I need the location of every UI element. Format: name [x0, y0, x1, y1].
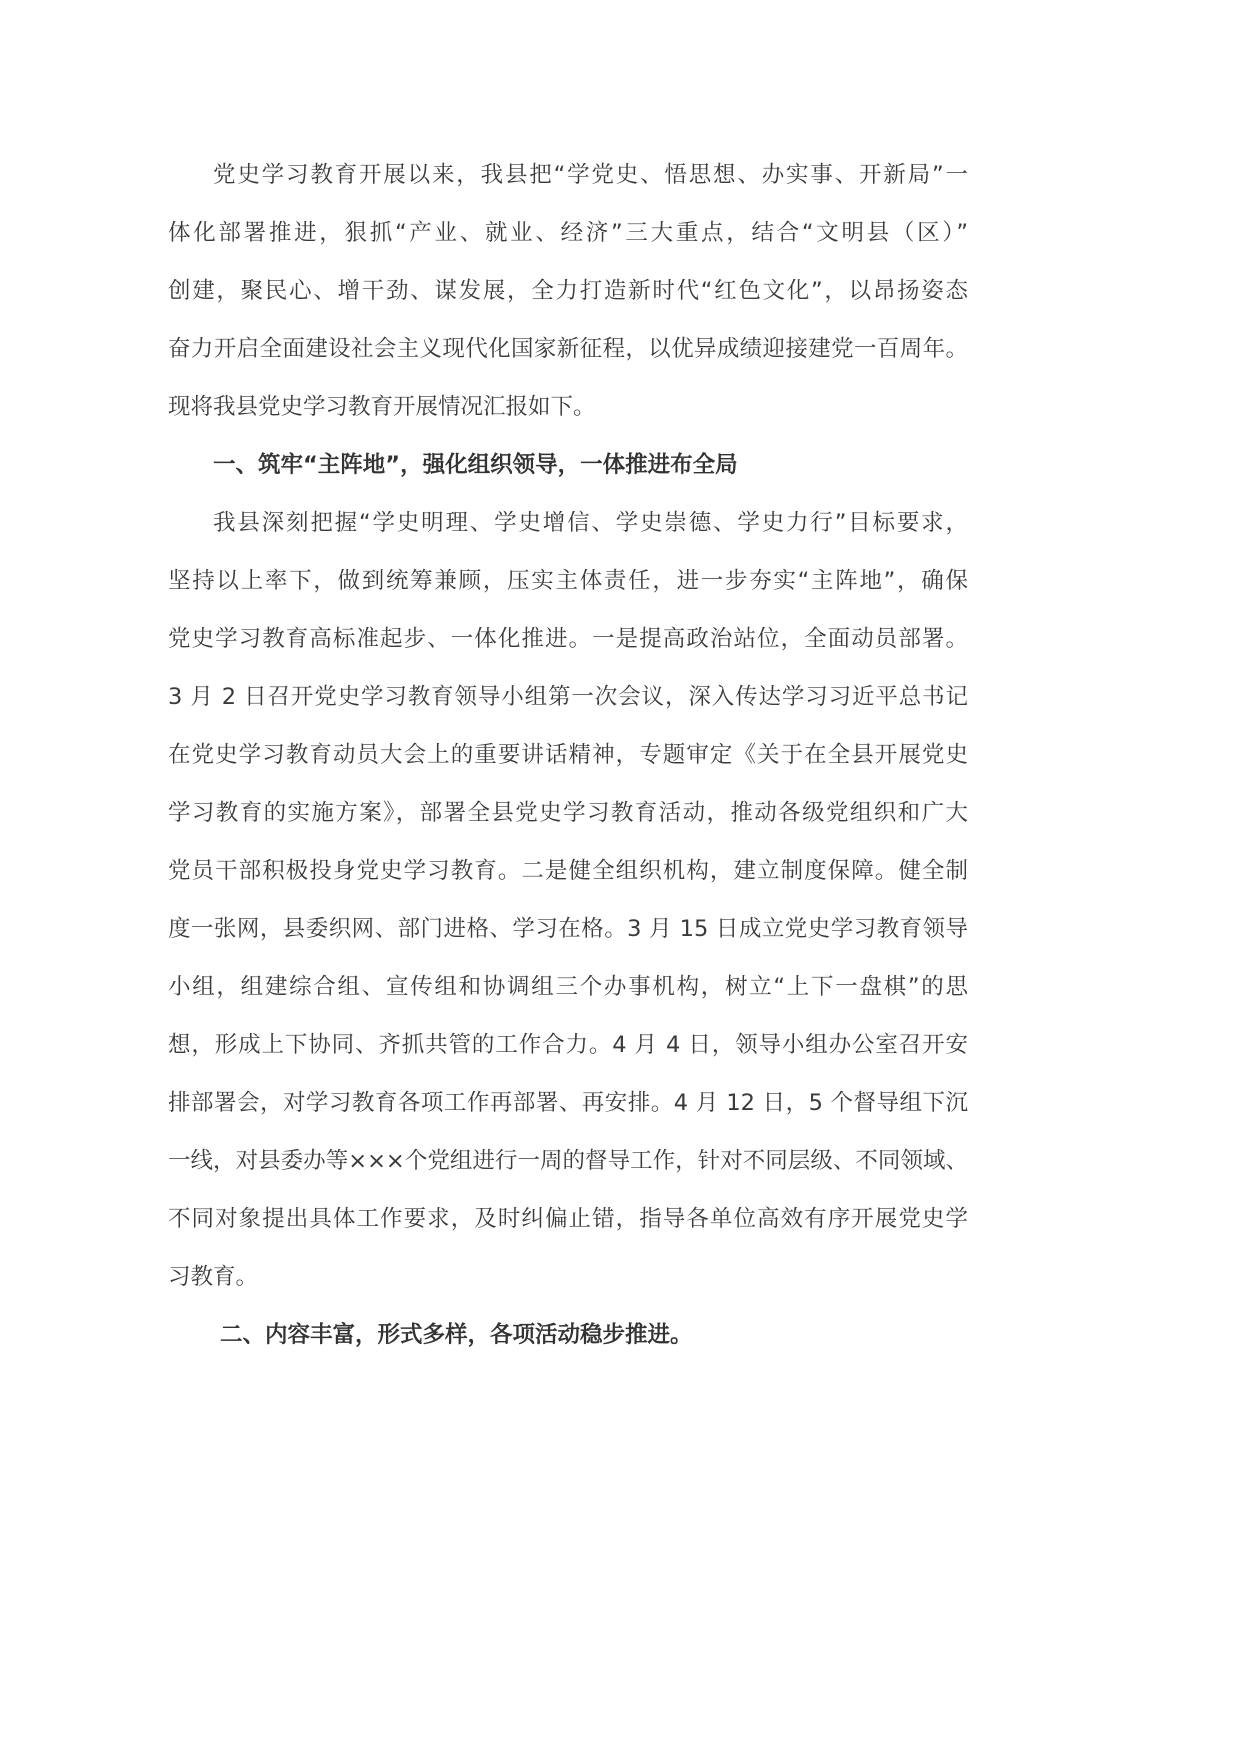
paragraph-line: 我县深刻把握“学史明理、学史增信、学史崇德、学史力行”目标要求，	[213, 510, 968, 536]
paragraph-line: 习教育。	[168, 1264, 259, 1290]
paragraph-line: 党史学习教育高标准起步、一体化推进。一是提高政治站位，全面动员部署。	[168, 626, 968, 652]
paragraph-line: 一线，对县委办等×××个党组进行一周的督导工作，针对不同层级、不同领域、	[168, 1148, 968, 1174]
paragraph-line: 学习教育的实施方案》，部署全县党史学习教育活动，推动各级党组织和广大	[168, 800, 968, 826]
paragraph-line: 小组，组建综合组、宣传组和协调组三个办事机构，树立“上下一盘棋”的思	[168, 974, 968, 1000]
section-heading: 一、筑牢“主阵地”，强化组织领导，一体推进布全局	[213, 452, 738, 478]
document-page	[168, 146, 968, 1364]
paragraph-line: 想，形成上下协同、齐抓共管的工作合力。4 月 4 日，领导小组办公室召开安	[168, 1032, 968, 1058]
paragraph-line: 坚持以上率下，做到统筹兼顾，压实主体责任，进一步夯实“主阵地”，确保	[168, 568, 968, 594]
paragraph-line: 排部署会，对学习教育各项工作再部署、再安排。4 月 12 日，5 个督导组下沉	[168, 1090, 968, 1116]
paragraph-line: 现将我县党史学习教育开展情况汇报如下。	[168, 394, 596, 420]
paragraph-line: 不同对象提出具体工作要求，及时纠偏止错，指导各单位高效有序开展党史学	[168, 1206, 968, 1232]
section-heading: 二、内容丰富，形式多样，各项活动稳步推进。	[220, 1322, 693, 1348]
paragraph-line: 党史学习教育开展以来，我县把“学党史、悟思想、办实事、开新局”一	[213, 162, 968, 188]
paragraph-line: 创建，聚民心、增干劲、谋发展，全力打造新时代“红色文化”，以昂扬姿态	[168, 278, 968, 304]
paragraph-line: 在党史学习教育动员大会上的重要讲话精神，专题审定《关于在全县开展党史	[168, 742, 968, 768]
paragraph-line: 奋力开启全面建设社会主义现代化国家新征程，以优异成绩迎接建党一百周年。	[168, 336, 968, 362]
paragraph-line: 党员干部积极投身党史学习教育。二是健全组织机构，建立制度保障。健全制	[168, 858, 968, 884]
paragraph-line: 3 月 2 日召开党史学习教育领导小组第一次会议，深入传达学习习近平总书记	[168, 684, 968, 710]
paragraph-line: 体化部署推进，狠抓“产业、就业、经济”三大重点，结合“文明县（区）”	[168, 220, 968, 246]
paragraph-line: 度一张网，县委织网、部门进格、学习在格。3 月 15 日成立党史学习教育领导	[168, 916, 968, 942]
